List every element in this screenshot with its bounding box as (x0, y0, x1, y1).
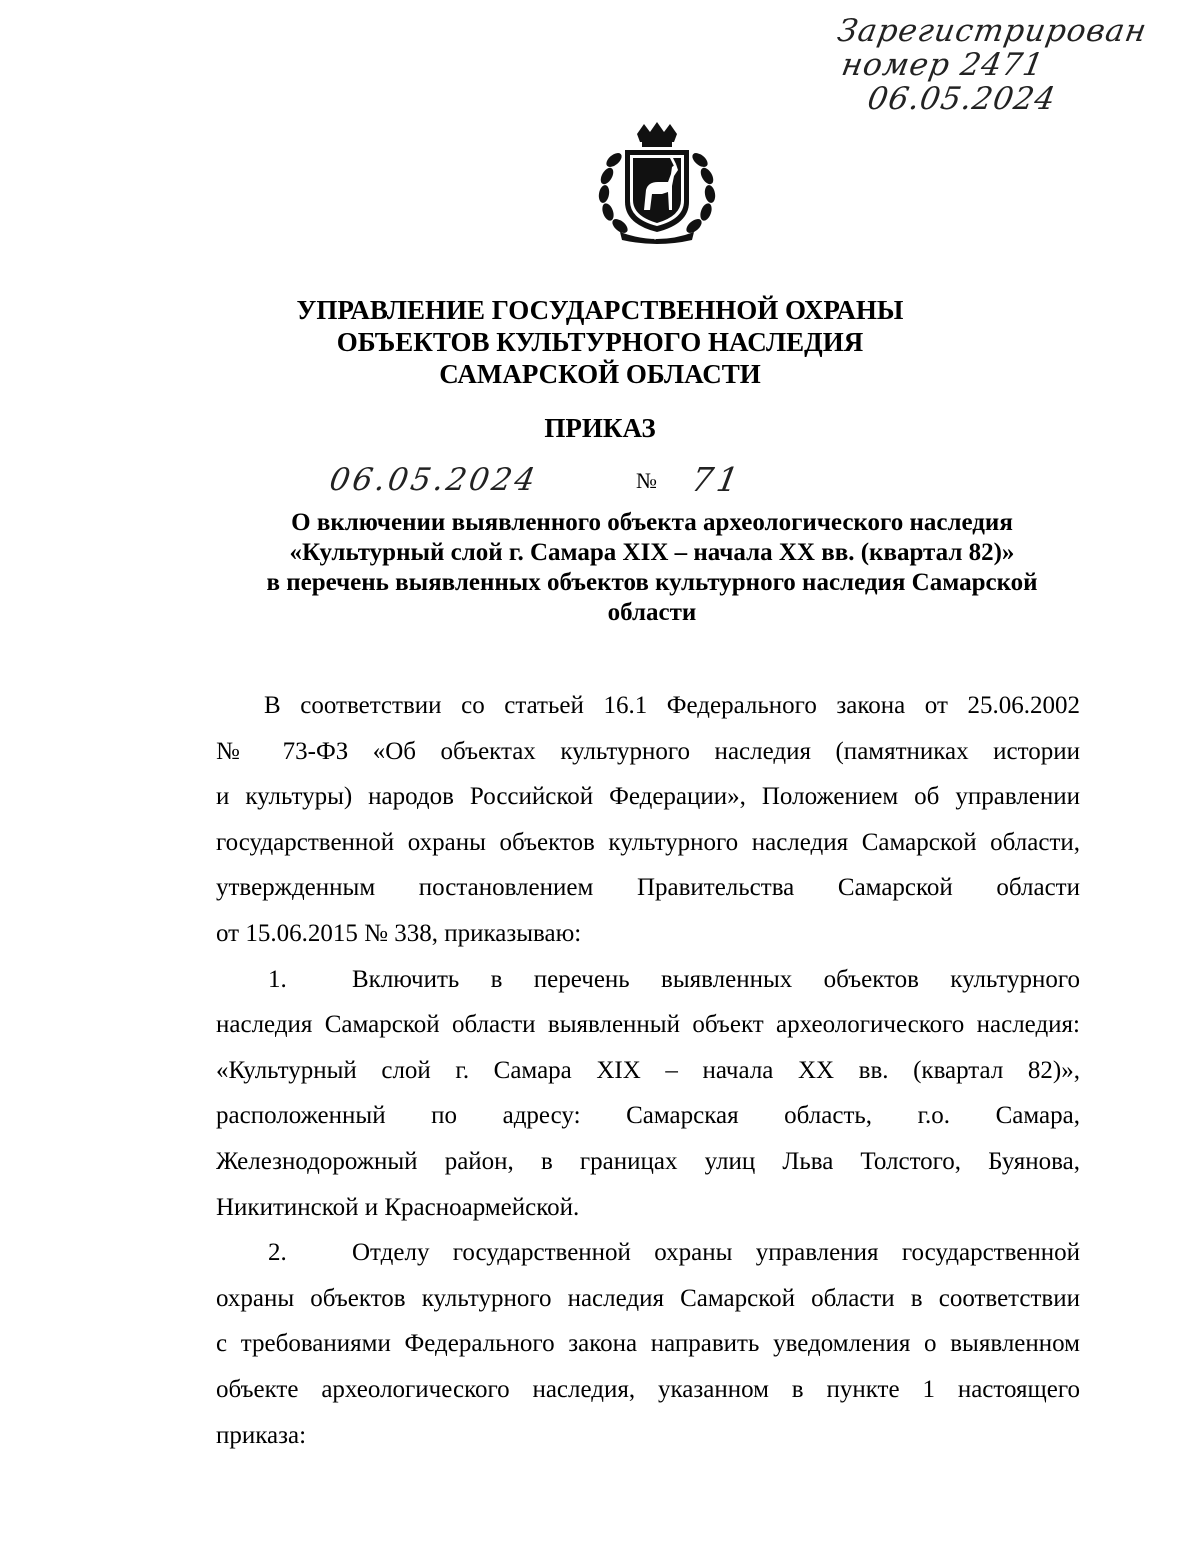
preamble-line: государственной охраны объектов культурного наследия Самарской области, (216, 828, 1080, 856)
preamble-line: от 15.06.2015 № 338, приказываю: (216, 919, 582, 947)
order-body (216, 683, 1080, 1458)
coat-of-arms-icon (592, 120, 722, 248)
order-subject (200, 508, 1104, 628)
item-text-line: Отделу государственной охраны управления государственной (352, 1239, 1080, 1267)
item-1-first-line (216, 957, 1080, 1003)
item-number: 2. (268, 1239, 287, 1267)
organization-line-3: САМАРСКОЙ ОБЛАСТИ (439, 359, 761, 389)
preamble-line: утвержденным постановлением Правительства Самарской области (216, 874, 1080, 902)
item-text-line: приказа: (216, 1421, 307, 1449)
item-text-line: Железнодорожный район, в границах улиц Льва Толстого, Буянова, (216, 1147, 1080, 1175)
item-text-line: Включить в перечень выявленных объектов культурного (352, 965, 1080, 993)
item-text-line: «Культурный слой г. Самара XIX – начала XX вв. (квартал 82)», (216, 1056, 1080, 1084)
item-text-line: наследия Самарской области выявленный объект археологического наследия: (216, 1011, 1080, 1039)
svg-text:I: I (654, 234, 657, 242)
subject-line-1: О включении выявленного объекта археологического наследия (291, 509, 1013, 536)
organization-line-1: УПРАВЛЕНИЕ ГОСУДАРСТВЕННОЙ ОХРАНЫ (296, 295, 904, 325)
item-text-line: объекте археологического наследия, указанном в пункте 1 настоящего (216, 1375, 1080, 1403)
item-text-line: охраны объектов культурного наследия Самарской области в соответствии (216, 1284, 1080, 1312)
registration-note-line-2: номер 2471 (838, 47, 1047, 83)
item-number: 1. (268, 965, 287, 993)
document-type-title: ПРИКАЗ (544, 413, 656, 443)
item-text-line: Никитинской и Красноармейской. (216, 1193, 580, 1221)
subject-line-2: «Культурный слой г. Самара XIX – начала XX вв. (квартал 82)» (289, 539, 1015, 566)
handwritten-registration-note (823, 14, 1161, 116)
registration-note-line-1: Зарегистрирован (834, 13, 1150, 49)
item-2-first-line (216, 1230, 1080, 1276)
subject-line-3: в перечень выявленных объектов культурного наследия Самарской (266, 569, 1038, 596)
order-date: 06.05.2024 (326, 462, 541, 498)
organization-line-2: ОБЪЕКТОВ КУЛЬТУРНОГО НАСЛЕДИЯ (336, 327, 864, 357)
preamble-line: и культуры) народов Российской Федерации», Положением об управлении (216, 783, 1080, 811)
order-number-sign: № (636, 468, 657, 493)
registration-note-line-3: 06.05.2024 (864, 81, 1059, 117)
organization-name (0, 294, 1200, 390)
preamble-line: № 73-ФЗ «Об объектах культурного наследия (памятниках истории (216, 737, 1080, 765)
order-number: 71 (688, 460, 746, 499)
subject-line-4: области (607, 599, 697, 626)
preamble-line: В соответствии со статьей 16.1 Федерального закона от 25.06.2002 (264, 692, 1080, 719)
item-text-line: с требованиями Федерального закона направить уведомления о выявленном (216, 1330, 1080, 1358)
item-text-line: расположенный по адресу: Самарская область, г.о. Самара, (216, 1102, 1080, 1130)
